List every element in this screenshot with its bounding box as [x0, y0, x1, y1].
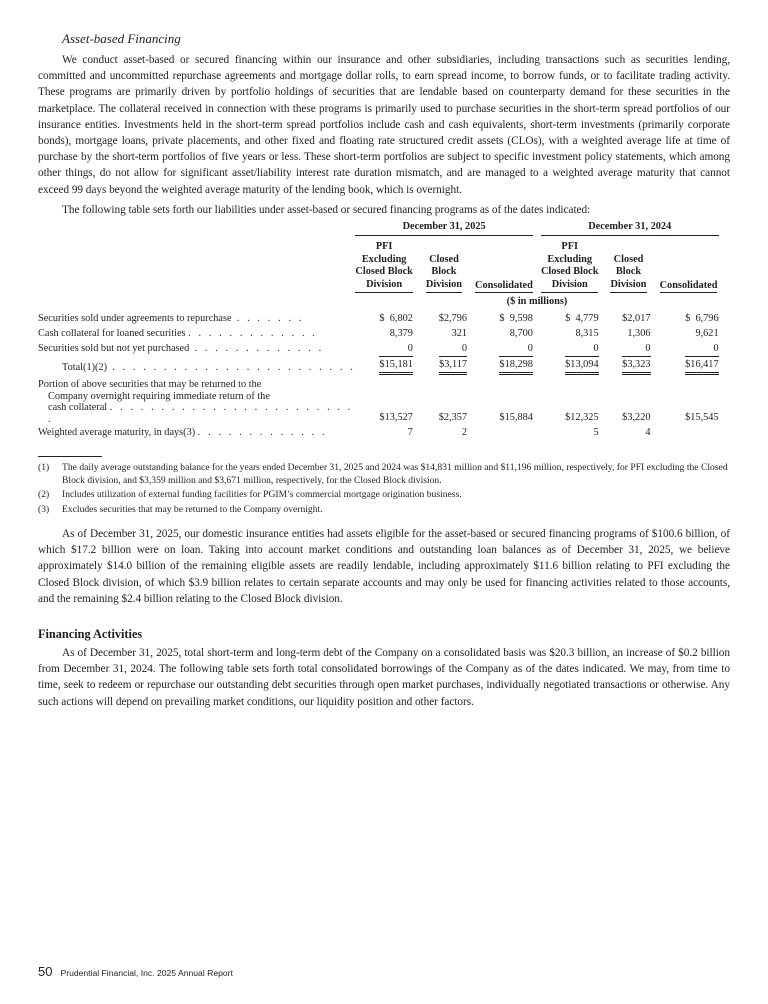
cell-value: 0: [461, 343, 468, 355]
cell-value: $ 9,598: [499, 313, 533, 325]
table-row-total: Total(1)(2) . . . . . . . . . . . . . . . . . . . . . . . . $15,181 $3,117 $18,298 $13,094 $3,323 $16,417: [38, 356, 730, 375]
section-heading-asset-based-financing: Asset-based Financing: [62, 31, 181, 46]
footnote-2: [38, 489, 730, 502]
section-heading-financing-activities: Financing Activities: [38, 627, 143, 642]
page-footer: [38, 964, 233, 979]
cell-value: 0: [713, 343, 719, 355]
paragraph-asset-based-intro: We conduct asset-based or secured financing within our insurance and other subsidiaries, including transactions such as securities lending, committed and uncommitted repurchase agreements and mortgage dollar rolls, to earn spread income, to borrow funds, or to facilitate trading activity. These programs are primarily driven by portfolio holdings of securities that are lendable based on counterparty demand for these securities in the marketplace. The collateral received in connection with these programs is primarily used to purchase securities in the short-term spread portfolios of our insurance entities. Investments held in the short-term spread portfolios include cash and cash equivalents, short-term investments (primarily corporate bonds), mortgage loans, private placements, and other fixed and floating rate structured credit assets (CLOs), with a weighted average life at time of purchase by the short-term portfolios of five years or less. These short-term portfolios are subject to specific investment policy statements, which among other things, do not allow for significant asset/liability interest rate duration mismatch, and are managed to a weighted average maturity that cannot exceed 99 days beyond the weighted average maturity of the lending book, which is overnight.: [38, 54, 730, 196]
column-header-row: [38, 238, 730, 293]
col-header-consolidated-2025: Consolidated: [475, 280, 533, 294]
cell-value: $ 4,779: [565, 313, 599, 325]
cell-value: $ 6,796: [685, 313, 719, 325]
cell-value: 8,315: [575, 328, 599, 340]
footnote-marker: (3): [38, 503, 50, 515]
footnote-text: The daily average outstanding balance for the years ended December 31, 2025 and 2024 was $14,831 million and $11,196 million, respectively, for PFI excluding the Closed Block division, and $3,359 million and $3,671 million, respectively, for the Closed Block division.: [62, 462, 728, 486]
col-header-pfi-2024: PFI Excluding Closed Block Division: [541, 241, 599, 293]
cell-value: 0: [593, 343, 599, 355]
cell-value: 0: [645, 343, 651, 355]
footnote-1: [38, 462, 730, 487]
cell-value: 8,379: [389, 328, 413, 340]
units-row: [38, 293, 730, 311]
cell-value: $13,527: [379, 412, 413, 424]
cell-value: $18,298: [499, 356, 532, 375]
asset-based-financing-table: [38, 221, 730, 440]
cell-value: 4: [645, 427, 651, 439]
year-header-row: [38, 221, 730, 238]
table-row: [38, 375, 730, 425]
row-label: Total(1)(2): [62, 362, 108, 374]
row-label: Weighted average maturity, in days(3): [38, 427, 196, 439]
cell-value: 321: [451, 328, 468, 340]
cell-value: [658, 425, 718, 440]
table-row: Cash collateral for loaned securities . . . . . . . . . . . . . 8,379 321 8,700 8,315 1,306 9,621: [38, 328, 719, 340]
col-header-consolidated-2024: Consolidated: [660, 280, 718, 294]
footnote-divider: [38, 456, 102, 457]
table-row: Securities sold but not yet purchased . . . . . . . . . . . . . 0 0 0 0 0 0: [38, 343, 719, 355]
report-title: Prudential Financial, Inc. 2025 Annual Report: [60, 968, 233, 978]
page-number: 50: [38, 964, 53, 979]
cell-value: $2,017: [622, 313, 651, 325]
footnote-marker: (2): [38, 489, 50, 501]
cell-value: [475, 425, 533, 440]
footnote-text: Excludes securities that may be returned to the Company overnight.: [62, 503, 323, 515]
units-label: ($ in millions): [506, 296, 568, 308]
cell-value: 7: [407, 427, 413, 439]
cell-value: 0: [527, 343, 533, 355]
paragraph-financing-activities: As of December 31, 2025, total short-term and long-term debt of the Company on a consolidated basis was $20.3 billion, an increase of $0.2 billion from December 31, 2024. The following table sets forth total consolidated borrowings of the Company as of the dates indicated. We may, from time to time, seek to redeem or repurchase our outstanding debt securities through open market purchases, individually negotiated transactions or otherwise. Any such actions will depend on prevailing market conditions, our liquidity position and other factors.: [38, 647, 730, 708]
page-content: [38, 30, 730, 710]
cell-value: $16,417: [685, 356, 718, 375]
table-row: Securities sold under agreements to repurchase . . . . . . . $ 6,802 $2,796 $ 9,598 $ 4,779 $2,017 $ 6,796: [38, 313, 719, 325]
year-header-2025: December 31, 2025: [355, 221, 533, 236]
cell-value: 8,700: [509, 328, 533, 340]
col-header-closed-block-2024: Closed Block Division: [610, 254, 646, 294]
paragraph-table-intro: The following table sets forth our liabilities under asset-based or secured financing programs as of the dates indicated:: [62, 203, 591, 216]
row-label: Securities sold but not yet purchased: [38, 343, 190, 355]
footnote-text: Includes utilization of external funding facilities for PGIM’s commercial mortgage origination business.: [62, 489, 462, 501]
footnote-marker: (1): [38, 462, 50, 474]
cell-value: 9,621: [695, 328, 719, 340]
footnote-3: [38, 504, 730, 517]
cell-value: 2: [461, 427, 468, 439]
cell-value: $ 6,802: [379, 313, 413, 325]
table-row: Weighted average maturity, in days(3) . . . . . . . . . . . . . 7 2 5 4: [38, 425, 730, 440]
row-label: Securities sold under agreements to repurchase: [38, 313, 232, 325]
col-header-pfi-2025: PFI Excluding Closed Block Division: [355, 241, 413, 293]
cell-value: $15,884: [499, 412, 533, 424]
cell-value: $15,545: [685, 412, 719, 424]
cell-value: $3,117: [439, 356, 467, 375]
cell-value: $3,323: [622, 356, 650, 375]
row-label: Cash collateral for loaned securities: [38, 328, 186, 340]
cell-value: $12,325: [565, 412, 599, 424]
year-header-2024: December 31, 2024: [541, 221, 719, 236]
cell-value: $3,220: [622, 412, 651, 424]
cell-value: 0: [407, 343, 413, 355]
cell-value: 5: [593, 427, 599, 439]
cell-value: $2,357: [438, 412, 468, 424]
cell-value: $2,796: [438, 313, 468, 325]
cell-value: $15,181: [379, 356, 412, 375]
cell-value: $13,094: [565, 356, 598, 375]
col-header-closed-block-2025: Closed Block Division: [426, 254, 462, 294]
row-label: Portion of above securities that may be returned to the Company overnight requiring immediate return of the cash collateral . . . . . . . . . . . . . . . . . . . . . . . . .: [38, 379, 353, 425]
paragraph-eligible-assets: As of December 31, 2025, our domestic insurance entities had assets eligible for the asset-based or secured financing programs of $100.6 billion, of which $17.2 billion were on loan. Taking into account market conditions and outstanding loan balances as of December 31, 2025, we believe approximately $14.0 billion of the remaining eligible assets are readily lendable, including approximately $11.6 billion relating to PFI excluding the Closed Block division, of which $3.9 billion relates to certain separate accounts and may only be used for financing activities related to those accounts, and the remaining $2.4 billion relating to the Closed Block division.: [38, 528, 730, 605]
cell-value: 1,306: [627, 328, 651, 340]
